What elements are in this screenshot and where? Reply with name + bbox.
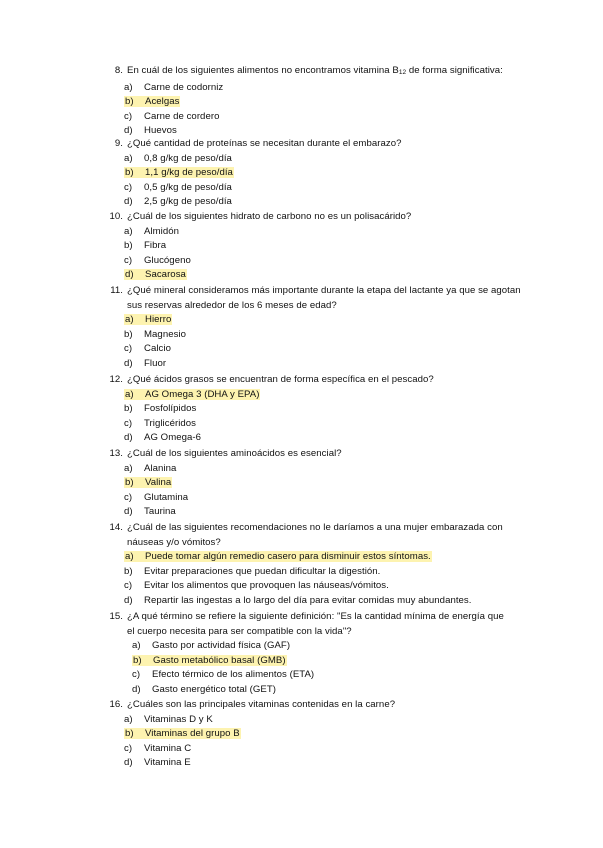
- option-text: Carne de codorniz: [144, 81, 224, 93]
- answer-content: [132, 684, 276, 695]
- option-text: Puede tomar algún remedio casero para disminuir estos síntomas.: [145, 551, 431, 562]
- question-13: [104, 447, 534, 520]
- option-text: Vitaminas del grupo B: [145, 728, 240, 739]
- option-letter: d): [124, 594, 133, 606]
- answer-content: [124, 255, 191, 266]
- answer-content: [132, 669, 314, 680]
- option-text: Vitaminas D y K: [144, 713, 213, 725]
- option-text: Acelgas: [145, 96, 180, 107]
- answer-option: [124, 742, 534, 757]
- option-text: Repartir las ingestas a lo largo del día para evitar comidas muy abundantes.: [144, 594, 472, 606]
- highlighted-answer: [124, 389, 260, 400]
- answer-option: [124, 594, 524, 609]
- answer-content: [124, 757, 191, 768]
- answer-option: [124, 328, 524, 343]
- option-letter: b): [133, 654, 142, 666]
- answer-content: [124, 329, 186, 340]
- option-text: Gasto metabólico basal (GMB): [153, 654, 286, 666]
- option-text: 0,8 g/kg de peso/día: [144, 152, 232, 164]
- option-letter: d): [124, 757, 133, 768]
- question-text: ¿A qué término se refiere la siguiente definición: "Es la cantidad mínima de energía que el cuerpo necesita para ser compatible con la vida"?: [127, 611, 504, 637]
- option-text: Valina: [145, 477, 172, 488]
- option-letter: c): [124, 580, 133, 591]
- question-text: ¿Qué cantidad de proteínas se necesitan durante el embarazo?: [127, 138, 402, 149]
- question-8: [104, 64, 534, 139]
- option-letter: a): [124, 462, 133, 474]
- question-text-after: de forma significativa:: [406, 65, 503, 76]
- answer-option: [124, 491, 534, 506]
- answer-content: [124, 714, 213, 725]
- option-text: Efecto térmico de los alimentos (ETA): [152, 669, 315, 680]
- question-number: 16.: [109, 699, 123, 710]
- question-text: ¿Cuáles son las principales vitaminas contenidas en la carne?: [127, 699, 396, 710]
- option-letter: c): [124, 181, 133, 193]
- option-letter: d): [124, 125, 133, 136]
- question-stem: [104, 447, 534, 462]
- option-letter: d): [124, 506, 133, 517]
- question-text: ¿Cuál de las siguientes recomendaciones no le daríamos a una mujer embarazada con náuseas y/o vómitos?: [127, 522, 503, 548]
- question-number: 9.: [114, 138, 123, 149]
- option-text: Almidón: [144, 225, 180, 237]
- option-letter: b): [125, 96, 134, 107]
- option-text: Fosfolípidos: [144, 403, 197, 414]
- answer-content: [124, 82, 223, 93]
- highlighted-answer: [124, 314, 172, 325]
- answer-content: [124, 182, 232, 193]
- question-number: 11.: [110, 285, 123, 296]
- answer-option: [124, 254, 534, 269]
- question-stem: [104, 698, 534, 713]
- answer-option: [132, 683, 514, 698]
- answer-content: [124, 418, 196, 429]
- option-text: Gasto energético total (GET): [152, 683, 277, 695]
- answer-content: [124, 240, 166, 251]
- option-letter: d): [124, 196, 133, 207]
- option-text: Fluor: [144, 357, 167, 369]
- question-number: 8.: [114, 65, 123, 76]
- answer-content: [124, 580, 389, 591]
- question-stem: [104, 284, 524, 313]
- answer-content: [124, 463, 176, 474]
- option-letter: a): [125, 388, 134, 400]
- question-10: [104, 210, 534, 283]
- answer-content: [124, 196, 232, 207]
- option-text: Glucógeno: [144, 254, 191, 266]
- answer-option: [124, 565, 524, 580]
- option-list: [104, 639, 514, 697]
- question-stem: [104, 210, 534, 225]
- option-letter: a): [124, 81, 133, 93]
- answer-option: [124, 342, 524, 357]
- highlighted-answer: [124, 728, 241, 739]
- option-text: Vitamina C: [144, 742, 192, 754]
- answer-option: [124, 402, 534, 417]
- answer-option: [124, 388, 534, 403]
- option-letter: d): [132, 683, 141, 695]
- answer-option: [124, 431, 534, 446]
- answer-option: [124, 505, 534, 520]
- option-letter: b): [124, 565, 133, 577]
- question-9: [104, 137, 534, 210]
- highlighted-answer: [124, 477, 172, 488]
- answer-content: [124, 743, 191, 754]
- answer-content: [124, 343, 171, 354]
- option-letter: b): [124, 328, 133, 340]
- highlighted-answer: [124, 96, 180, 107]
- option-text: Gasto por actividad física (GAF): [152, 640, 291, 651]
- question-number: 12.: [109, 374, 123, 385]
- option-text: Taurina: [144, 506, 176, 517]
- answer-option: [132, 668, 514, 683]
- question-11: [104, 284, 524, 371]
- highlighted-answer: [124, 269, 187, 280]
- answer-option: [124, 195, 534, 210]
- answer-option: [124, 313, 524, 328]
- option-list: [104, 81, 534, 139]
- option-text: Evitar preparaciones que puedan dificultar la digestión.: [144, 565, 381, 577]
- highlighted-answer: [124, 551, 432, 562]
- option-text: AG Omega-6: [144, 432, 202, 443]
- question-text: ¿Qué mineral consideramos más importante durante la etapa del lactante ya que se agotan sus reservas alrededor de los 6 meses de edad?: [127, 285, 521, 311]
- answer-option: [124, 550, 524, 565]
- answer-content: [124, 492, 188, 503]
- answer-option: [132, 654, 514, 669]
- answer-content: [124, 153, 232, 164]
- option-text: 0,5 g/kg de peso/día: [144, 181, 232, 193]
- answer-content: [124, 506, 176, 517]
- option-letter: c): [124, 742, 133, 754]
- question-number: 14.: [109, 522, 123, 533]
- answer-option: [124, 95, 534, 110]
- answer-option: [124, 166, 534, 181]
- option-list: [104, 225, 534, 283]
- question-stem: [104, 373, 534, 388]
- highlighted-answer: [132, 655, 287, 666]
- question-stem: [104, 64, 534, 81]
- option-list: [104, 388, 534, 446]
- option-letter: c): [124, 417, 133, 429]
- question-12: [104, 373, 534, 446]
- question-text: ¿Qué ácidos grasos se encuentran de forma específica en el pescado?: [127, 374, 434, 385]
- question-16: [104, 698, 534, 771]
- question-text: ¿Cuál de los siguientes hidrato de carbono no es un polisacárido?: [127, 211, 412, 222]
- answer-option: [124, 357, 524, 372]
- answer-content: [124, 226, 179, 237]
- option-text: Carne de cordero: [144, 110, 220, 122]
- question-stem: [104, 137, 534, 152]
- question-15: [104, 610, 514, 697]
- option-list: [104, 550, 524, 608]
- answer-option: [124, 476, 534, 491]
- answer-option: [124, 268, 534, 283]
- answer-content: [124, 403, 196, 414]
- question-stem: [104, 610, 514, 639]
- question-14: [104, 521, 524, 608]
- option-letter: a): [125, 551, 134, 562]
- option-list: [104, 313, 524, 371]
- highlighted-answer: [124, 167, 234, 178]
- answer-option: [124, 239, 534, 254]
- answer-content: [124, 595, 472, 606]
- answer-option: [124, 225, 534, 240]
- option-letter: d): [124, 357, 133, 369]
- option-letter: c): [124, 110, 133, 122]
- answer-content: [124, 566, 380, 577]
- answer-option: [124, 181, 534, 196]
- answer-option: [132, 639, 514, 654]
- option-letter: a): [132, 640, 141, 651]
- option-list: [104, 152, 534, 210]
- question-stem: [104, 521, 524, 550]
- option-text: 2,5 g/kg de peso/día: [144, 196, 232, 207]
- question-text: ¿Cuál de los siguientes aminoácidos es esencial?: [127, 448, 342, 459]
- option-text: Calcio: [144, 343, 171, 354]
- option-letter: a): [125, 314, 134, 325]
- option-letter: d): [125, 269, 134, 280]
- option-letter: b): [124, 403, 133, 414]
- option-letter: a): [124, 152, 133, 164]
- answer-content: [124, 125, 177, 136]
- option-text: Hierro: [145, 314, 172, 325]
- option-text: Magnesio: [144, 328, 186, 340]
- question-number: 10.: [109, 211, 123, 222]
- option-text: Sacarosa: [145, 269, 186, 280]
- option-text: Triglicéridos: [144, 417, 197, 429]
- subscript: 12: [398, 69, 407, 76]
- option-text: AG Omega 3 (DHA y EPA): [145, 388, 260, 400]
- option-letter: b): [125, 477, 134, 488]
- answer-option: [124, 756, 534, 771]
- answer-option: [124, 152, 534, 167]
- answer-option: [124, 462, 534, 477]
- answer-option: [124, 579, 524, 594]
- question-number: 13.: [109, 448, 123, 459]
- option-letter: a): [124, 713, 133, 725]
- question-number: 15.: [109, 611, 123, 622]
- option-letter: c): [132, 669, 141, 680]
- option-letter: c): [124, 254, 133, 266]
- answer-option: [124, 81, 534, 96]
- option-text: Alanina: [144, 462, 177, 474]
- answer-content: [124, 111, 219, 122]
- option-text: Vitamina E: [144, 757, 191, 768]
- answer-option: [124, 110, 534, 125]
- question-text: En cuál de los siguientes alimentos no encontramos vitamina B: [127, 65, 399, 76]
- answer-content: [132, 640, 290, 651]
- option-letter: c): [124, 343, 133, 354]
- answer-option: [124, 713, 534, 728]
- option-text: 1,1 g/kg de peso/día: [145, 167, 233, 178]
- answer-option: [124, 417, 534, 432]
- option-list: [104, 462, 534, 520]
- option-letter: c): [124, 491, 133, 503]
- option-letter: b): [125, 728, 134, 739]
- answer-content: [124, 358, 166, 369]
- option-letter: a): [124, 225, 133, 237]
- option-text: Glutamina: [144, 491, 189, 503]
- answer-option: [124, 727, 534, 742]
- option-text: Evitar los alimentos que provoquen las náuseas/vómitos.: [144, 580, 389, 591]
- option-letter: b): [125, 167, 134, 178]
- option-letter: d): [124, 432, 133, 443]
- option-list: [104, 713, 534, 771]
- option-letter: b): [124, 240, 133, 251]
- answer-content: [124, 432, 201, 443]
- option-text: Huevos: [144, 125, 177, 136]
- option-text: Fibra: [144, 240, 167, 251]
